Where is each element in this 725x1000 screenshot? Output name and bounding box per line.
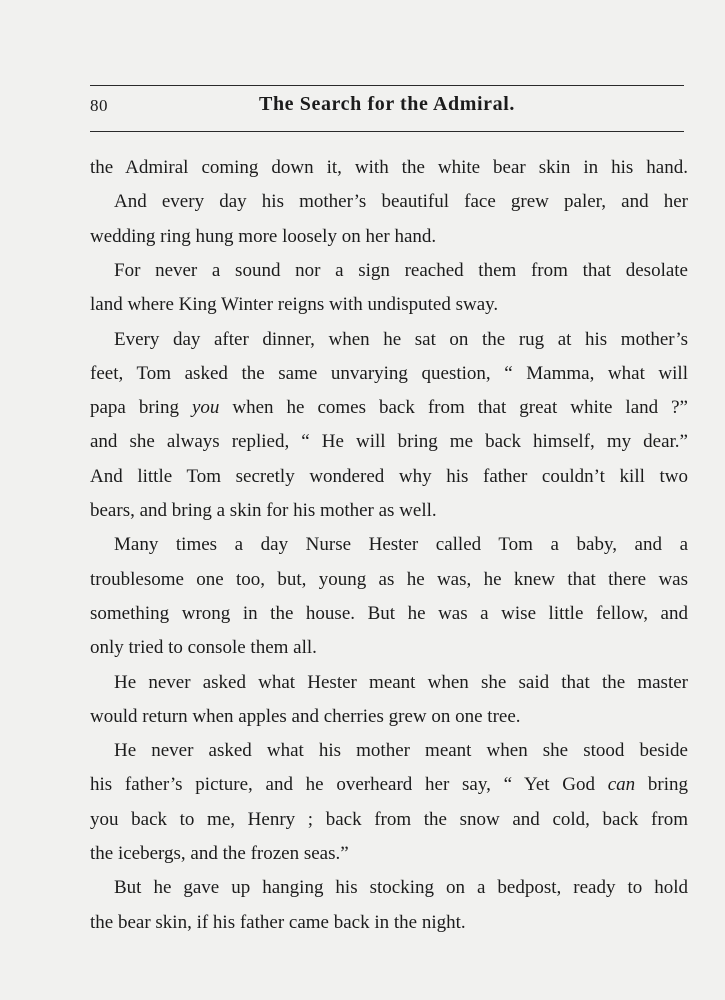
text-line: bears, and bring a skin for his mother as well. [90, 500, 437, 521]
text-line: feet, Tom asked the same unvarying question, “ Mamma, what will [90, 362, 688, 384]
text-segment: his father’s picture, and he overheard her say, “ Yet God [90, 774, 608, 796]
text-line: you back to me, Henry ; back from the snow and cold, back from [90, 808, 688, 830]
text-segment: papa bring [90, 397, 192, 419]
header-top-rule [90, 85, 684, 86]
running-head [90, 92, 684, 126]
header-bottom-rule [90, 131, 684, 132]
text-line: and she always replied, “ He will bring me back himself, my dear.” [90, 431, 688, 453]
text-line: wedding ring hung more loosely on her hand. [90, 225, 437, 247]
text-line: He never asked what his mother meant when she stood beside [114, 740, 688, 762]
text-line: only tried to console them all. [90, 637, 317, 659]
text-line: the bear skin, if his father came back in the night. [90, 911, 466, 933]
text-line [90, 393, 688, 423]
page-number: 80 [90, 96, 108, 115]
text-line: For never a sound nor a sign reached them from that desolate [114, 259, 688, 281]
text-line: But he gave up hanging his stocking on a bedpost, ready to hold [114, 877, 688, 899]
text-line: Every day after dinner, when he sat on the rug at his mother’s [114, 328, 688, 350]
text-line: land where King Winter reigns with undisputed sway. [90, 294, 499, 316]
text-line: something wrong in the house. But he was a wise little fellow, and [90, 602, 688, 624]
text-line: the icebergs, and the frozen seas.” [90, 843, 349, 864]
text-segment: bring [635, 774, 688, 796]
italic-word: you [191, 397, 220, 419]
text-line: And little Tom secretly wondered why his father couldn’t kill two [90, 465, 688, 487]
text-line: would return when apples and cherries grew on one tree. [90, 705, 521, 727]
text-segment: when he comes back from that great white land ?” [219, 397, 688, 419]
text-line: Many times a day Nurse Hester called Tom a baby, and a [114, 534, 688, 556]
text-line [90, 770, 688, 800]
text-line: And every day his mother’s beautiful face grew paler, and her [114, 191, 688, 213]
text-line: the Admiral coming down it, with the white bear skin in his hand. [90, 157, 688, 178]
running-title: The Search for the Admiral. [259, 93, 516, 115]
text-line: troublesome one too, but, young as he was, he knew that there was [90, 568, 688, 590]
text-line: He never asked what Hester meant when she said that the master [114, 671, 688, 693]
italic-word: can [607, 774, 636, 796]
